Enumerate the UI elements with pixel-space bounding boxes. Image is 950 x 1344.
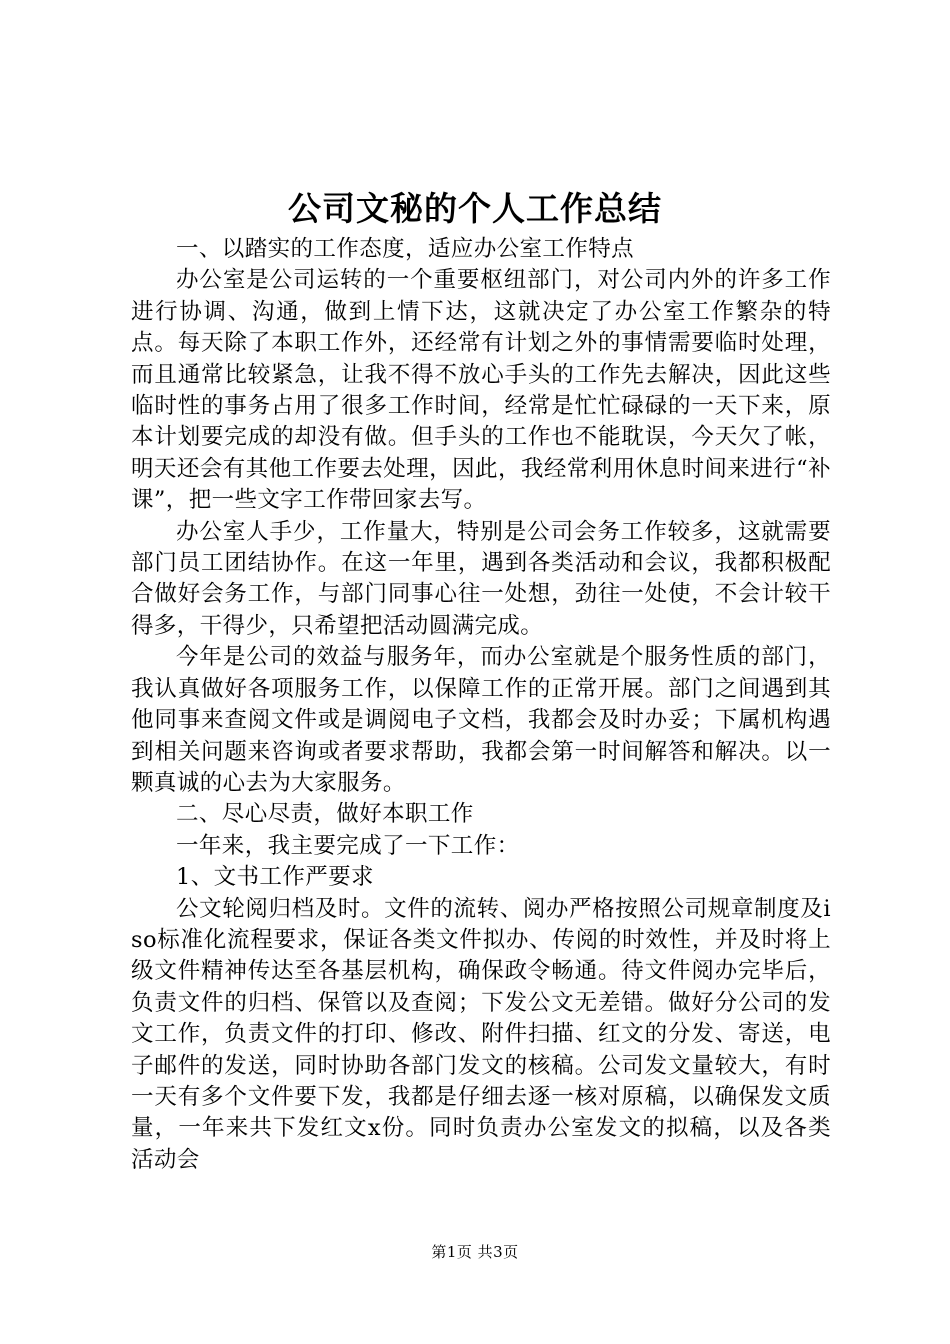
page-indicator: 第1页 共3页 [431, 1243, 519, 1261]
body-paragraph: 一年来，我主要完成了一下工作： [176, 832, 520, 859]
section-heading-1: 一、以踏实的工作态度，适应办公室工作特点 [176, 236, 635, 262]
body-paragraph: 今年是公司的效益与服务年，而办公室就是个服务性质的部门，我认真做好各项服务工作，以保障工作的正常开展。部门之间遇到其他同事来查阅文件或是调阅电子文档，我都会及时办妥；下属机构遇到相关问题来咨询或者要求帮助，我都会第一时间解答和解决。以一颗真诚的心去为大家服务。 [131, 644, 831, 796]
subsection-heading: 1、文书工作严要求 [176, 864, 374, 891]
document-body [131, 234, 831, 1176]
body-paragraph: 办公室人手少，工作量大，特别是公司会务工作较多，这就需要部门员工团结协作。在这一年里，遇到各类活动和会议，我都积极配合做好会务工作，与部门同事心往一处想，劲往一处使，不会计较干得多，干得少，只希望把活动圆满完成。 [131, 518, 831, 639]
document-title: 公司文秘的个人工作总结 [288, 189, 662, 228]
body-paragraph: 公文轮阅归档及时。文件的流转、阅办严格按照公司规章制度及iso标准化流程要求，保证各类文件拟办、传阅的时效性，并及时将上级文件精神传达至各基层机构，确保政令畅通。待文件阅办完毕后，负责文件的归档、保管以及查阅；下发公文无差错。做好分公司的发文工作，负责文件的打印、修改、附件扫描、红文的分发、寄送，电子邮件的发送，同时协助各部门发文的核稿。公司发文量较大，有时一天有多个文件要下发，我都是仔细去逐一核对原稿，以确保发文质量，一年来共下发红文x份。同时负责办公室发文的拟稿，以及各类活动会 [131, 895, 831, 1173]
section-heading-2: 二、尽心尽责，做好本职工作 [176, 801, 474, 828]
body-paragraph: 办公室是公司运转的一个重要枢纽部门，对公司内外的许多工作进行协调、沟通，做到上情下达，这就决定了办公室工作繁杂的特点。每天除了本职工作外，还经常有计划之外的事情需要临时处理，而且通常比较紧急，让我不得不放心手头的工作先去解决，因此这些临时性的事务占用了很多工作时间，经常是忙忙碌碌的一天下来，原本计划要完成的却没有做。但手头的工作也不能耽误，今天欠了帐，明天还会有其他工作要去处理，因此，我经常利用休息时间来进行“补课”，把一些文字工作带回家去写。 [131, 267, 831, 514]
